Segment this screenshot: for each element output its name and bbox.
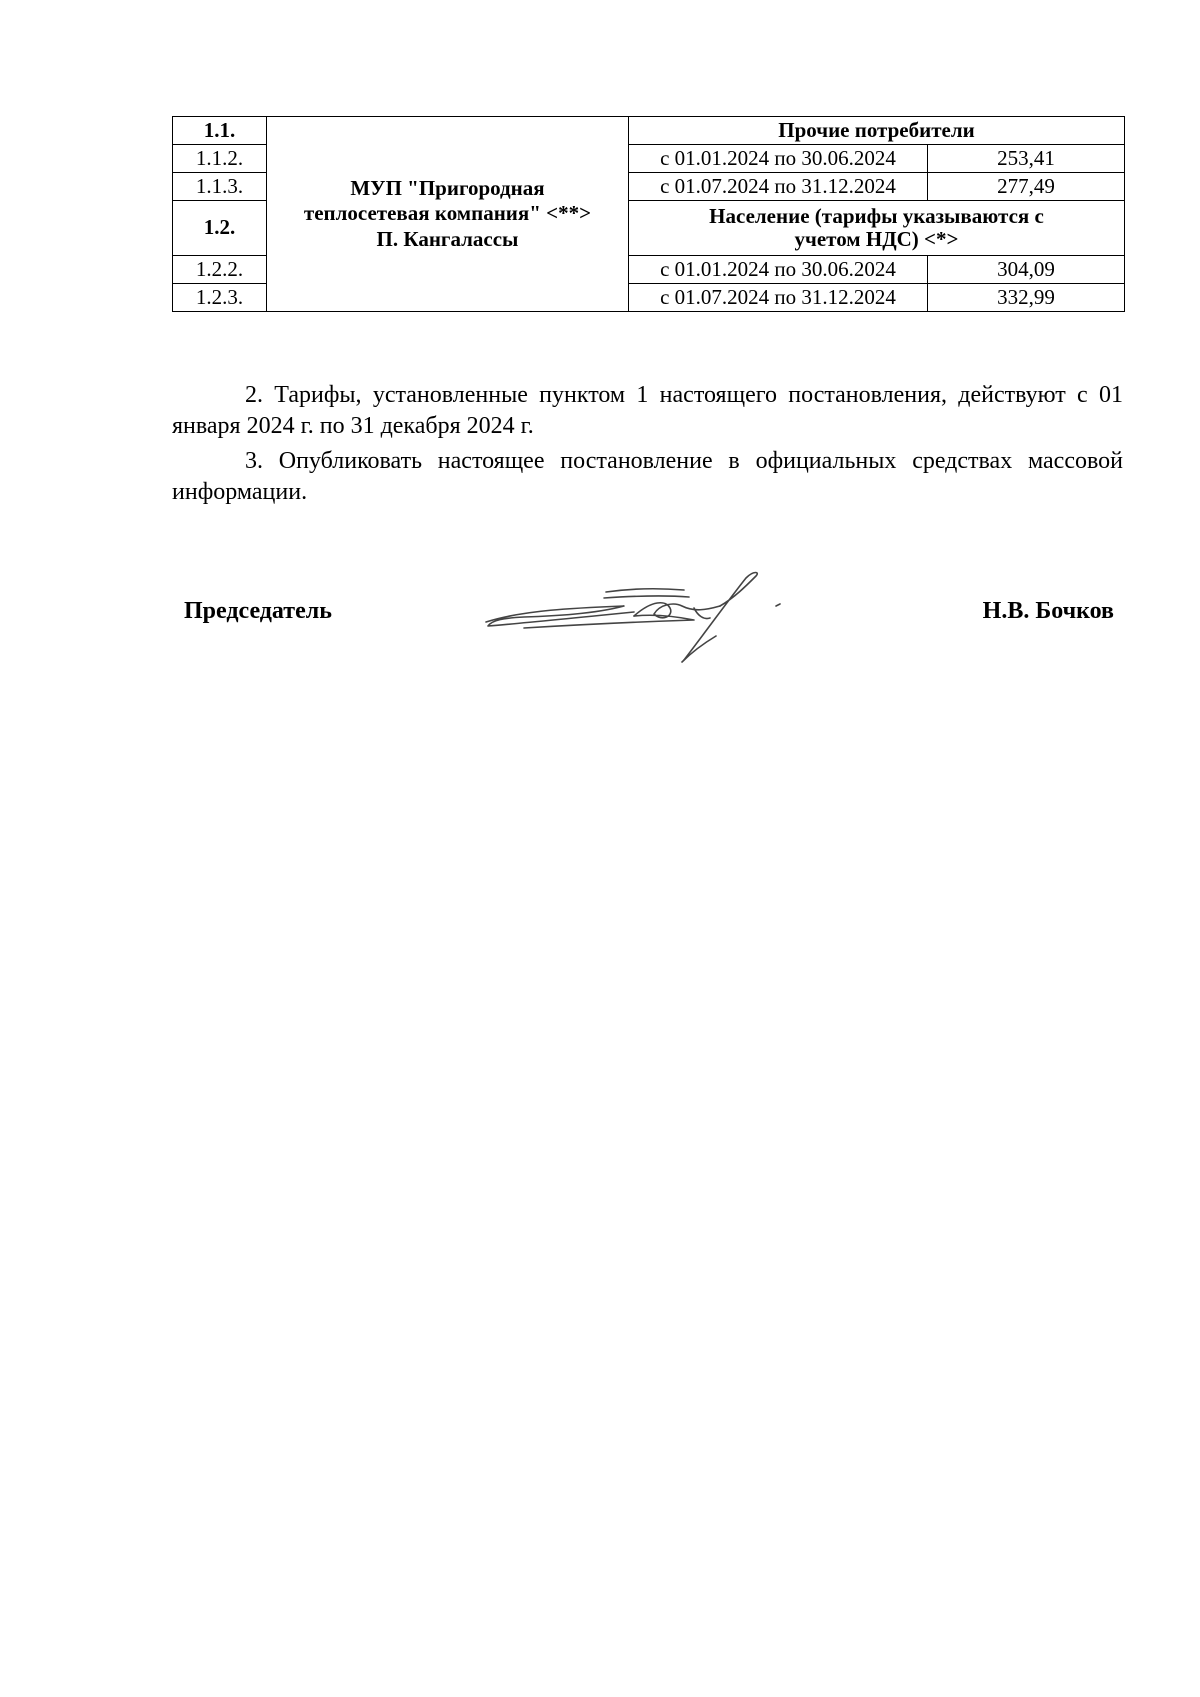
group-label-line: учетом НДС) <*> bbox=[794, 227, 959, 251]
tariff-value: 332,99 bbox=[928, 284, 1125, 312]
row-number: 1.2.2. bbox=[173, 256, 267, 284]
row-number: 1.2.3. bbox=[173, 284, 267, 312]
organization-line: МУП "Пригородная bbox=[350, 176, 545, 201]
row-number: 1.1.3. bbox=[173, 173, 267, 201]
organization-line: П. Кангалассы bbox=[376, 226, 519, 251]
row-number: 1.1.2. bbox=[173, 145, 267, 173]
tariff-value: 253,41 bbox=[928, 145, 1125, 173]
signatory-name: Н.В. Бочков bbox=[982, 598, 1114, 624]
row-number: 1.2. bbox=[173, 201, 267, 256]
paragraph-2: 2. Тарифы, установленные пунктом 1 настоящего постановления, действуют с 01 января 2024 г. по 31 декабря 2024 г. bbox=[172, 382, 1123, 439]
handwritten-signature bbox=[484, 570, 796, 675]
row-number: 1.1. bbox=[173, 117, 267, 145]
tariff-value: 277,49 bbox=[928, 173, 1125, 201]
group-label-line: Население (тарифы указываются с bbox=[709, 203, 1044, 228]
organization-line: теплосетевая компания" <**> bbox=[303, 201, 592, 226]
tariff-table bbox=[172, 116, 1125, 312]
signatory-title: Председатель bbox=[184, 598, 332, 624]
period-cell: с 01.01.2024 по 30.06.2024 bbox=[629, 256, 928, 284]
group-label bbox=[629, 201, 1125, 256]
period-cell: с 01.07.2024 по 31.12.2024 bbox=[629, 284, 928, 312]
paragraph-3: 3. Опубликовать настоящее постановление в официальных средствах массовой информации. bbox=[172, 448, 1123, 505]
period-cell: с 01.07.2024 по 31.12.2024 bbox=[629, 173, 928, 201]
group-label: Прочие потребители bbox=[629, 117, 1125, 145]
table-row bbox=[173, 117, 1125, 145]
tariff-value: 304,09 bbox=[928, 256, 1125, 284]
organization-cell bbox=[267, 117, 629, 312]
period-cell: с 01.01.2024 по 30.06.2024 bbox=[629, 145, 928, 173]
